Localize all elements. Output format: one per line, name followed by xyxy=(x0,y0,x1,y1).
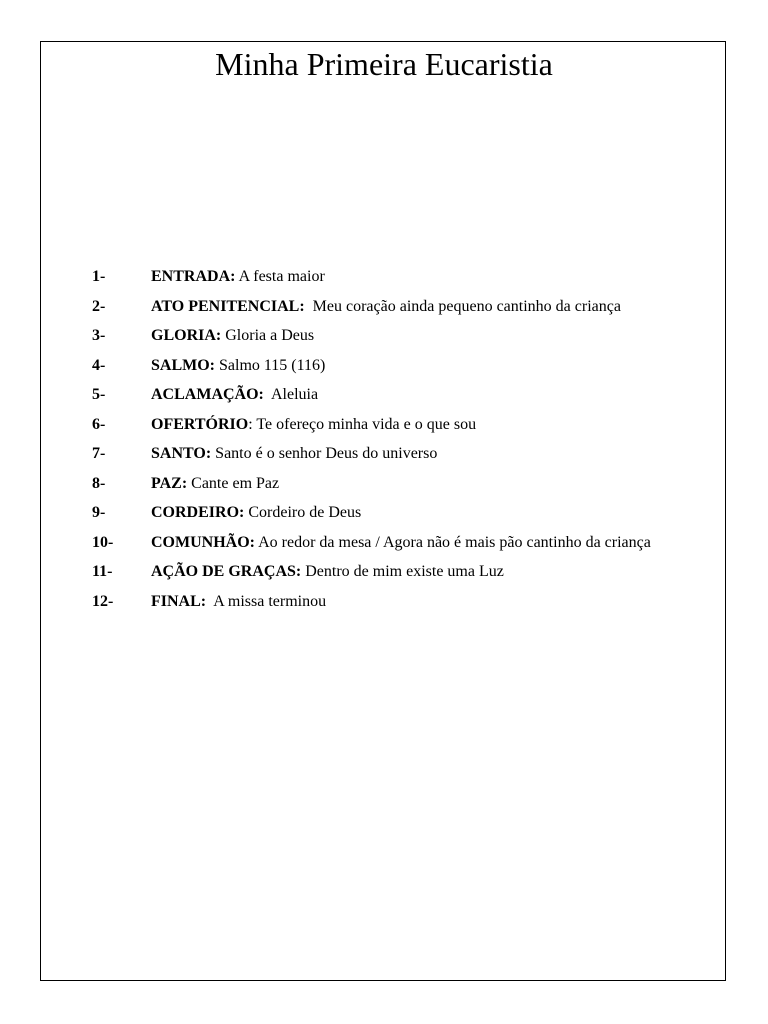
program-item xyxy=(92,354,651,384)
item-label: GLORIA: xyxy=(151,327,222,344)
item-song: Salmo 115 (116) xyxy=(219,356,326,374)
item-song: A missa terminou xyxy=(213,592,327,610)
item-label: OFERTÓRIO xyxy=(151,415,249,433)
item-number: 9- xyxy=(92,504,106,521)
item-number: 7- xyxy=(92,445,106,462)
item-number: 10- xyxy=(92,533,114,551)
item-number: 4- xyxy=(92,356,106,374)
item-song: Meu coração ainda pequeno cantinho da criança xyxy=(312,297,621,315)
program-item xyxy=(92,442,651,472)
program-item xyxy=(92,531,651,561)
program-item xyxy=(92,501,651,531)
item-song: A festa maior xyxy=(238,268,325,285)
item-separator xyxy=(264,386,271,403)
item-label: FINAL: xyxy=(151,592,207,610)
item-number: 11- xyxy=(92,563,113,580)
item-label: SALMO: xyxy=(151,356,215,374)
item-song: Dentro de mim existe uma Luz xyxy=(305,563,504,580)
item-separator xyxy=(305,298,313,315)
item-label: ATO PENITENCIAL: xyxy=(151,297,305,315)
item-label: ENTRADA: xyxy=(151,268,236,285)
item-song: Te ofereço minha vida e o que sou xyxy=(256,415,477,433)
item-number: 6- xyxy=(92,415,106,433)
item-number: 2- xyxy=(92,297,106,315)
program-item xyxy=(92,560,651,590)
program-item xyxy=(92,472,651,502)
item-number: 3- xyxy=(92,327,106,344)
document-title: Minha Primeira Eucaristia xyxy=(215,46,553,82)
item-label: SANTO: xyxy=(151,445,212,462)
item-song: Gloria a Deus xyxy=(225,327,315,344)
item-song: Aleluia xyxy=(271,386,319,403)
mass-program-list xyxy=(92,265,651,619)
program-item xyxy=(92,383,651,413)
item-separator: : xyxy=(248,415,257,433)
item-number: 5- xyxy=(92,386,106,403)
item-label: PAZ: xyxy=(151,474,188,492)
item-song: Cordeiro de Deus xyxy=(248,504,362,521)
program-item xyxy=(92,295,651,325)
program-item xyxy=(92,413,651,443)
item-label: COMUNHÃO: xyxy=(151,533,255,551)
program-item xyxy=(92,590,651,620)
item-number: 12- xyxy=(92,592,114,610)
item-song: Ao redor da mesa / Agora não é mais pão cantinho da criança xyxy=(258,533,651,551)
item-number: 8- xyxy=(92,474,106,492)
program-item xyxy=(92,265,651,295)
item-label: AÇÃO DE GRAÇAS: xyxy=(151,563,302,580)
item-label: CORDEIRO: xyxy=(151,504,245,521)
program-item xyxy=(92,324,651,354)
item-number: 1- xyxy=(92,268,106,285)
item-song: Cante em Paz xyxy=(191,474,280,492)
item-label: ACLAMAÇÃO: xyxy=(151,386,264,403)
item-song: Santo é o senhor Deus do universo xyxy=(215,445,438,462)
